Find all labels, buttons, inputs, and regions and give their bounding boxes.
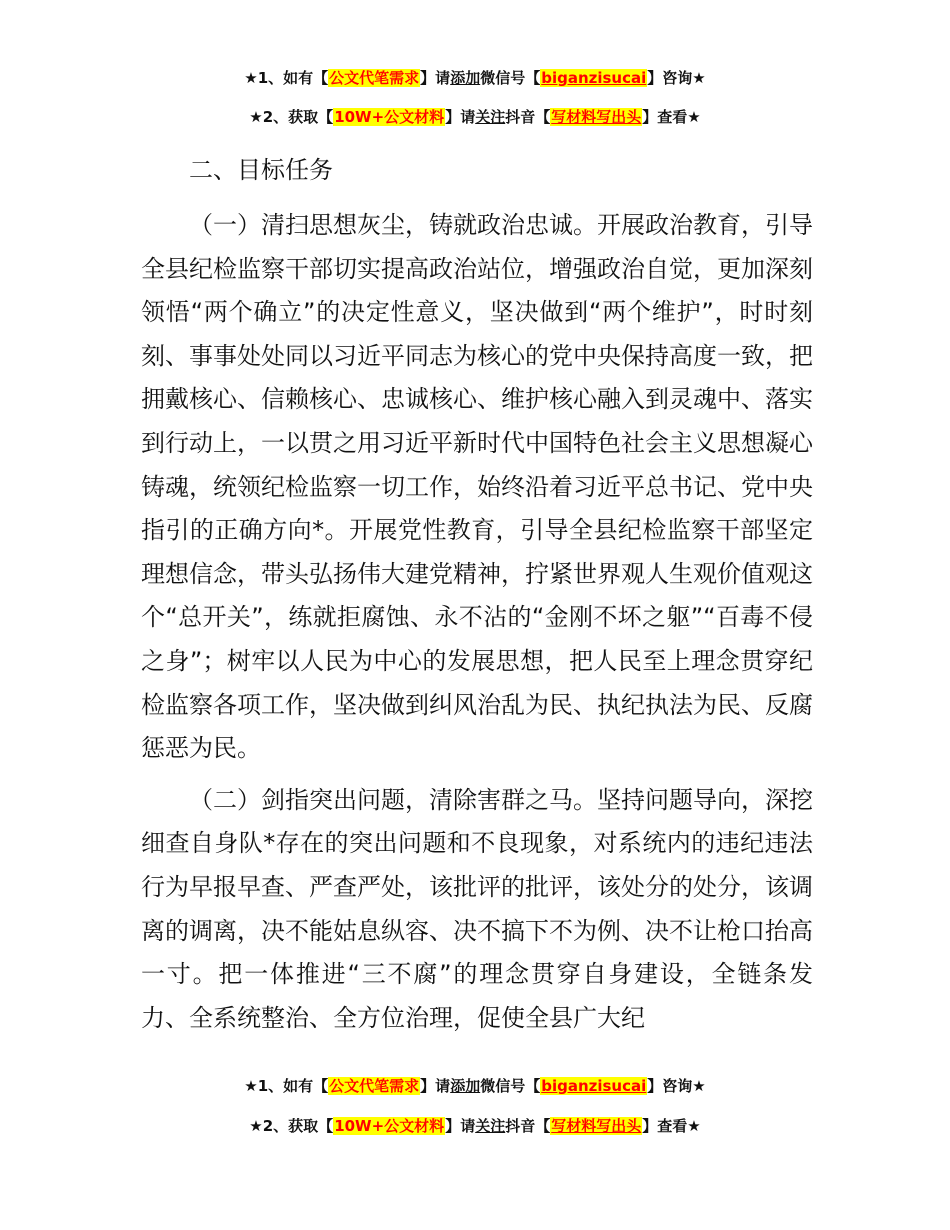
banner-text: 微信号【 (480, 1077, 541, 1095)
banner-text: 抖音【 (505, 108, 551, 126)
banner-text: ★1、如有【 (244, 1077, 329, 1095)
banner-highlight-ghostwriting: 公文代笔需求 (329, 69, 420, 87)
banner-text: 】查看★ (642, 1117, 701, 1135)
banner-text: ★1、如有【 (244, 69, 329, 87)
banner-text: 】请 (420, 1077, 451, 1095)
banner-highlight-douyin-id: 写材料写出头 (551, 108, 642, 126)
banner-text: 】请 (445, 108, 476, 126)
banner-highlight-wechat-id: biganzisucai (541, 69, 647, 87)
banner-text: ★2、获取【 (249, 108, 334, 126)
section-heading: 二、目标任务 (189, 156, 333, 184)
bottom-banner-line-2 (0, 1116, 950, 1136)
banner-highlight-ghostwriting: 公文代笔需求 (329, 1077, 420, 1095)
banner-underlined-follow: 关注 (475, 108, 506, 126)
banner-text: 微信号【 (480, 69, 541, 87)
bottom-banner-line-1 (0, 1076, 950, 1096)
banner-text: 】请 (420, 69, 451, 87)
top-banner-line-1 (0, 68, 950, 88)
banner-text: 】咨询★ (647, 1077, 706, 1095)
banner-highlight-materials: 10W+公文材料 (334, 1117, 445, 1135)
banner-underlined-follow: 关注 (475, 1117, 506, 1135)
banner-text: 】咨询★ (647, 69, 706, 87)
banner-text: 】查看★ (642, 108, 701, 126)
banner-text: 】请 (445, 1117, 476, 1135)
paragraph-political-loyalty: （一）清扫思想灰尘，铸就政治忠诚。开展政治教育，引导全县纪检监察干部切实提高政治站位，增强政治自觉，更加深刻领悟“两个确立”的决定性意义，坚决做到“两个维护”，时时刻刻、事事处处同以习近平同志为核心的党中央保持高度一致，把拥戴核心、信赖核心、忠诚核心、维护核心融入到灵魂中、落实到行动上，一以贯之用习近平新时代中国特色社会主义思想凝心铸魂，统领纪检监察一切工作，始终沿着习近平总书记、党中央指引的正确方向*。开展党性教育，引导全县纪检监察干部坚定理想信念，带头弘扬伟大建党精神，拧紧世界观人生观价值观这个“总开关”，练就拒腐蚀、永不沾的“金刚不坏之躯”“百毒不侵之身”；树牢以人民为中心的发展思想，把人民至上理念贯穿纪检监察各项工作，坚决做到纠风治乱为民、执纪执法为民、反腐惩恶为民。 (141, 211, 813, 763)
banner-underlined-add: 添加 (450, 1077, 481, 1095)
document-body (141, 150, 813, 1040)
banner-highlight-douyin-id: 写材料写出头 (551, 1117, 642, 1135)
banner-text: 抖音【 (505, 1117, 551, 1135)
banner-underlined-add: 添加 (450, 69, 481, 87)
banner-highlight-wechat-id: biganzisucai (541, 1077, 647, 1095)
banner-highlight-materials: 10W+公文材料 (334, 108, 445, 126)
top-banner-line-2 (0, 107, 950, 127)
paragraph-prominent-problems: （二）剑指突出问题，清除害群之马。坚持问题导向，深挖细查自身队*存在的突出问题和不良现象，对系统内的违纪违法行为早报早查、严查严处，该批评的批评，该处分的处分，该调离的调离，决不能姑息纵容、决不搞下不为例、决不让枪口抬高一寸。把一体推进“三不腐”的理念贯穿自身建设，全链条发力、全系统整治、全方位治理，促使全县广大纪 (141, 785, 813, 1032)
banner-text: ★2、获取【 (249, 1117, 334, 1135)
